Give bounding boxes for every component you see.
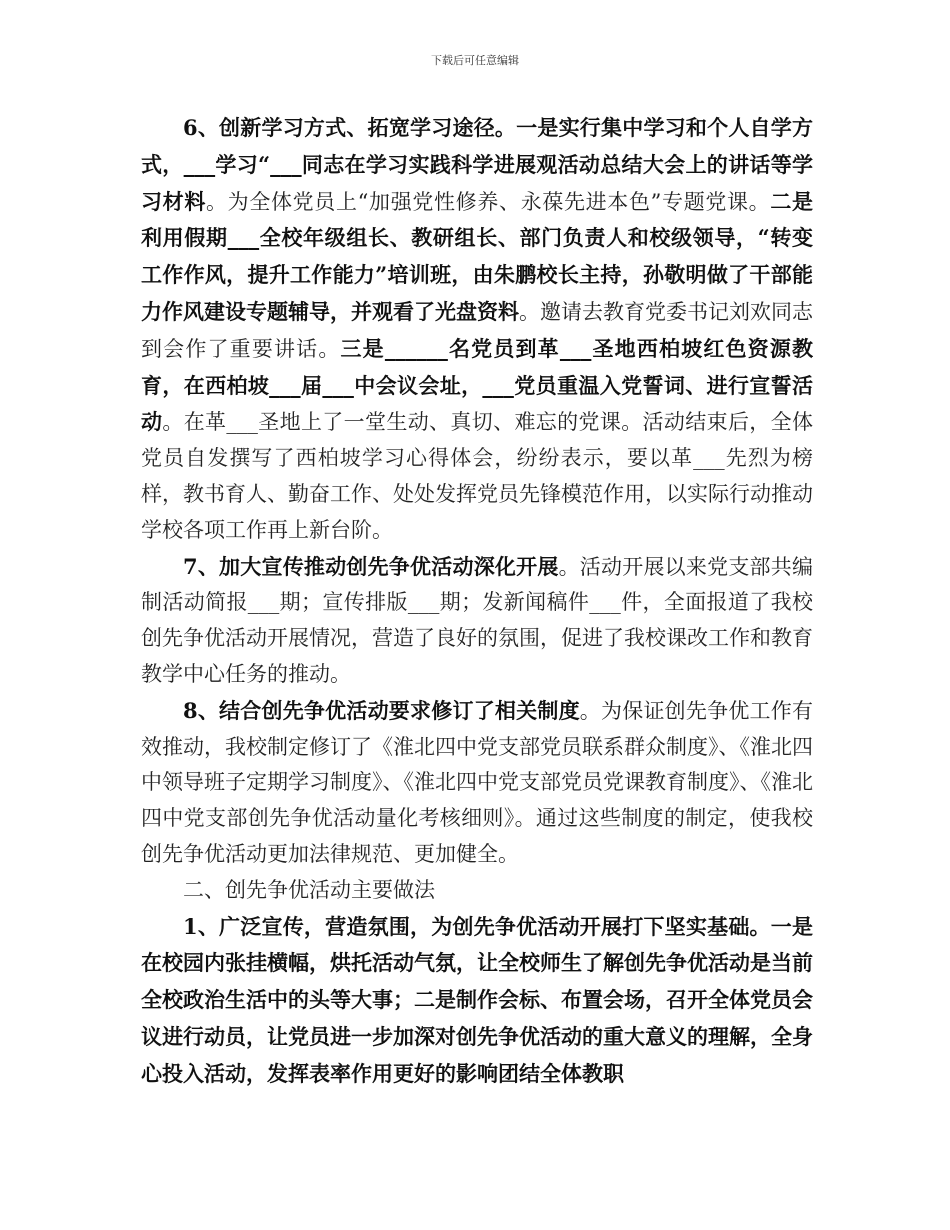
paragraph-6-plain-1: 。为全体党员上“加强党性修养、永葆先进本色”专题党课。: [206, 189, 771, 214]
paragraph-6-bold-1: 6、创新学习方式、拓宽学习途径。一是实行集中学习和个人自学方式，___学习“___同志在学习实践科学进展观活动总结大会上的讲话等学习材料: [141, 115, 813, 214]
paragraph-1-bold: 1、广泛宣传，营造氛围，为创先争优活动开展打下坚实基础。一是在校园内张挂横幅，烘托活动气氛，让全校师生了解创先争优活动是当前全校政治生活中的头等大事；二是制作会标、布置会场，召开全体党员会议进行动员，让党员进一步加深对创先争优活动的重大意义的理解，全身心投入活动，发挥表率作用更好的影响团结全体教职: [141, 913, 813, 1086]
paragraph-1: [141, 909, 813, 1093]
paragraph-6-plain-3: 。在革___圣地上了一堂生动、真切、难忘的党课。活动结束后，全体党员自发撰写了西柏坡学习心得体会，纷纷表示，要以革___先烈为榜样，教书育人、勤奋工作、处处发挥党员先锋模范作用，以实际行动推动学校各项工作再上新台阶。: [141, 410, 814, 542]
paragraph-8-bold: 8、结合创先争优活动要求修订了相关制度: [183, 697, 580, 723]
paragraph-6: [141, 110, 813, 549]
paragraph-6-bold-2: 二是利用假期___全校年级组长、教研组长、部门负责人和校级领导，“转变工作作风，提升工作能力”培训班，由朱鹏校长主持，孙敬明做了干部能力作风建设专题辅导，并观看了光盘资料: [141, 188, 814, 324]
page-header: 下载后可任意编辑: [431, 54, 519, 67]
paragraph-6-plain-2: 。邀请去教育党委书记刘欢同志到会作了重要讲话。: [141, 299, 813, 361]
paragraph-8-plain: 。为保证创先争优工作有效推动，我校制定修订了《淮北四中党支部党员联系群众制度》、《淮北四中领导班子定期学习制度》、《淮北四中党支部党员党课教育制度》、《淮北四中党支部创先争优活动量化考核细则》。通过这些制度的制定，使我校创先争优活动更加法律规范、更加健全。: [141, 698, 813, 866]
paragraph-7-plain: 。活动开展以来党支部共编制活动简报___期；宣传排版___期；发新闻稿件___件，全面报道了我校创先争优活动开展情况，营造了良好的氛围，促进了我校课改工作和教育教学中心任务的推动。: [141, 554, 813, 686]
paragraph-7-bold: 7、加大宣传推动创先争优活动深化开展: [183, 553, 559, 579]
paragraph-6-bold-3: 三是______名党员到革___圣地西柏坡红色资源教育，在西柏坡___届___中会议会址，___党员重温入党誓词、进行宣誓活动: [141, 335, 813, 435]
section-heading: [141, 873, 813, 909]
paragraph-8: [141, 693, 813, 873]
section-heading-text: 二、创先争优活动主要做法: [183, 877, 435, 902]
paragraph-7: [141, 549, 813, 693]
document-body: [141, 110, 813, 1093]
